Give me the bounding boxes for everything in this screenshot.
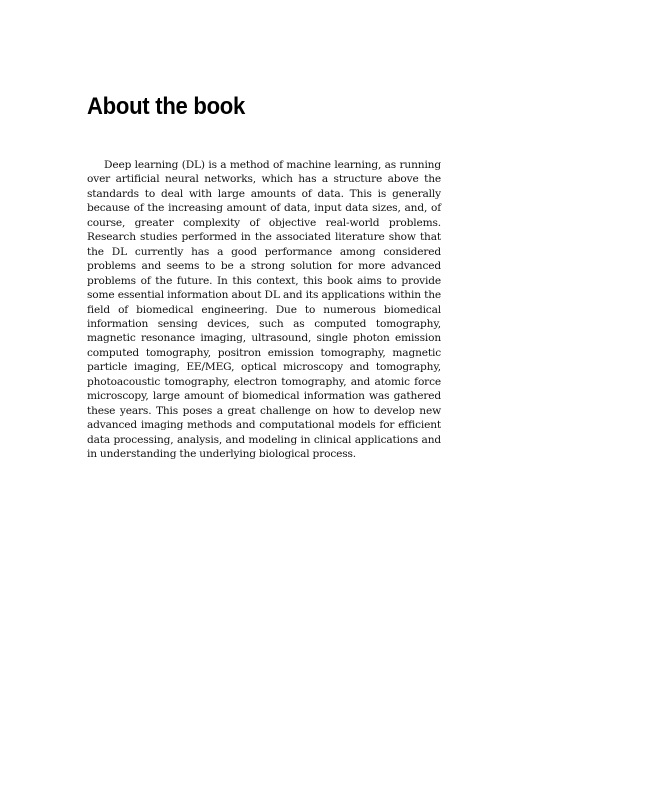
section-paragraph: Deep learning (DL) is a method of machine learning, as running over artificial neural networks, which has a structure above the standards to deal with large amounts of data. This is generally because of the increasing amount of data, input data sizes, and, of course, greater complexity of objective real-world problems. Research studies performed in the associated literature show that the DL currently has a good performance among considered problems and seems to be a strong solution for more advanced problems of the future. In this context, this book aims to provide some essential information about DL and its applications within the field of biomedical engineering. Due to numerous biomedical information sensing devices, such as computed tomography, magnetic resonance imaging, ultrasound, single photon emission computed tomography, positron emission tomography, magnetic particle imaging, EE/MEG, optical microscopy and tomography, photoacoustic tomography, electron tomography, and atomic force microscopy, large amount of biomedical information was gathered these years. This poses a great challenge on how to develop new advanced imaging methods and computational models for efficient data processing, analysis, and modeling in clinical applications and in understanding the underlying biological process. (87, 159, 441, 461)
section-title: About the book (87, 93, 246, 120)
